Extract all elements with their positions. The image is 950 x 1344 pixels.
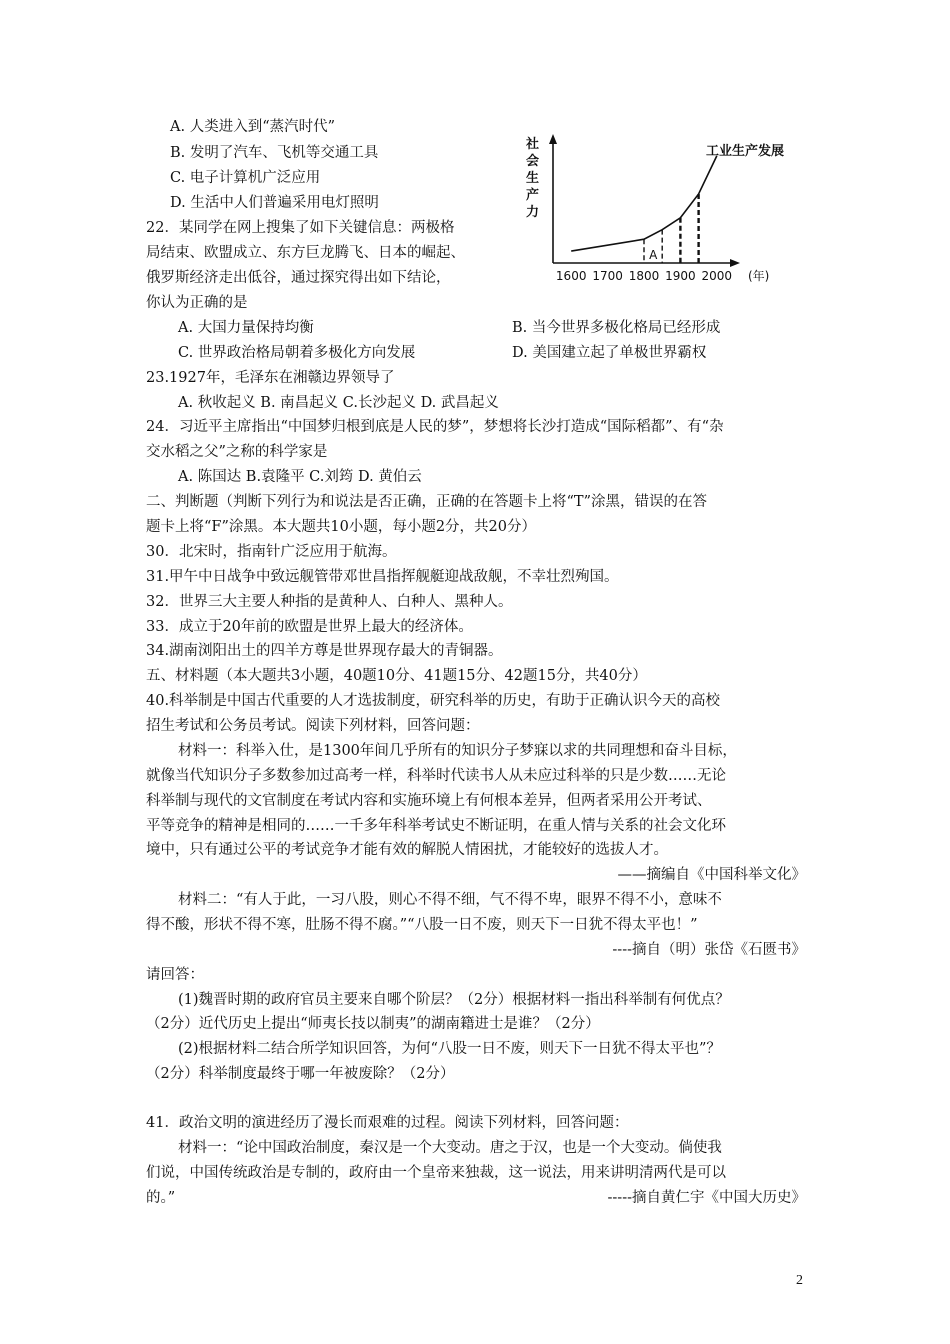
section2-heading: 二、判断题（判断下列行为和说法是否正确，正确的在答题卡上将“T”涂黑，错误的在答 [146, 494, 707, 510]
q22-option-d: D. 美国建立起了单极世界霸权 [512, 345, 707, 361]
x-tick-label: 1900 [665, 269, 696, 283]
q40-subquestion-line: (2)根据材料二结合所学知识回答，为何“八股一日不废，则天下一日犹不得太平也”？ [178, 1041, 721, 1057]
q40-material1-line: 平等竞争的精神是相同的……一千多年科举考试史不断证明，在重人情与关系的社会文化环 [146, 818, 726, 834]
q21-option-c: C. 电子计算机广泛应用 [170, 170, 321, 186]
q41-material1-line: 材料一：“论中国政治制度，秦汉是一个大变动。唐之于汉，也是一个大变动。倘使我 [178, 1140, 722, 1156]
q22-stem-line: 局结束、欧盟成立、东方巨龙腾飞、日本的崛起、 [146, 245, 465, 261]
q40-material1-source: ——摘编自《中国科举文化》 [617, 867, 806, 883]
chart-ylabel: 社会生产力 [526, 137, 540, 220]
q40-intro-line: 招生考试和公务员考试。阅读下列材料，回答问题： [146, 718, 480, 734]
section2-heading: 题卡上将“F”涂黑。本大题共10小题，每小题2分，共20分） [146, 519, 537, 535]
q22-option-b: B. 当今世界多极化格局已经形成 [512, 320, 721, 336]
q41-material1-line: 们说，中国传统政治是专制的，政府由一个皇帝来独裁，这一说法，用来讲明清两代是可以 [146, 1165, 726, 1181]
q40-subquestion-line: (1)魏晋时期的政府官员主要来自哪个阶层？（2分）根据材料一指出科举制有何优点？ [178, 992, 730, 1008]
q40-material1-line: 科举制与现代的文官制度在考试内容和实施环境上有何根本差异，但两者采用公开考试、 [146, 793, 712, 809]
y-axis-arrow [549, 134, 557, 144]
x-tick-label: 1600 [555, 269, 587, 283]
chart-title: 工业生产发展 [706, 144, 785, 159]
q21-option-b: B. 发明了汽车、飞机等交通工具 [170, 145, 379, 161]
x-axis-unit-label: (年) [748, 269, 770, 283]
q40-material1-line: 材料一：科举入仕，是1300年间几乎所有的知识分子梦寐以求的共同理想和奋斗目标， [178, 743, 737, 759]
q40-material2-source: ----摘自（明）张岱《石匮书》 [612, 942, 806, 958]
x-tick-label: 2000 [701, 269, 733, 283]
q21-option-a: A. 人类进入到“蒸汽时代” [170, 119, 336, 135]
q21-option-d: D. 生活中人们普遍采用电灯照明 [170, 195, 379, 211]
q22-option-a: A. 大国力量保持均衡 [178, 320, 314, 336]
marker-a-label: A [649, 248, 658, 262]
q23-options: A. 秋收起义 B. 南昌起义 C.长沙起义 D. 武昌起义 [178, 395, 499, 411]
page-number: 2 [796, 1273, 803, 1288]
q24-options: A. 陈国达 B.袁隆平 C.刘筠 D. 黄伯云 [178, 469, 422, 485]
q23-stem: 23.1927年，毛泽东在湘赣边界领导了 [146, 370, 395, 386]
judgment-item: 30．北宋时，指南针广泛应用于航海。 [146, 544, 397, 560]
q40-intro-line: 40.科举制是中国古代重要的人才选拔制度，研究科举的历史，有助于正确认识今天的高校 [146, 693, 721, 709]
q22-stem-line: 你认为正确的是 [146, 295, 248, 311]
x-tick-label: 1800 [628, 269, 660, 283]
q22-stem-line: 俄罗斯经济走出低谷，通过探究得出如下结论， [146, 270, 451, 286]
q41-material1-source: -----摘自黄仁宇《中国大历史》 [607, 1190, 806, 1206]
q24-stem-line: 24．习近平主席指出“中国梦归根到底是人民的梦”，梦想将长沙打造成“国际稻都”、有“杂 [146, 419, 724, 435]
judgment-item: 33．成立于20年前的欧盟是世界上最大的经济体。 [146, 619, 473, 635]
q40-subquestion-line: （2分）近代历史上提出“师夷长技以制夷”的湖南籍进士是谁？（2分） [146, 1016, 600, 1032]
section5-heading: 五、材料题（本大题共3小题，40题10分、41题15分、42题15分，共40分） [146, 668, 647, 684]
x-axis-arrow [730, 259, 740, 267]
q40-material1-line: 就像当代知识分子多数参加过高考一样，科举时代读书人从未应过科举的只是少数……无论 [146, 768, 726, 784]
q40-material1-line: 境中，只有通过公平的考试竞争才能有效的解脱人情困扰，才能较好的选拔人才。 [146, 842, 668, 858]
q40-material2-line: 材料二：“有人于此，一习八股，则心不得不细，气不得不卑，眼界不得不小，意味不 [178, 892, 722, 908]
q40-ask: 请回答： [146, 967, 204, 983]
q22-option-c: C. 世界政治格局朝着多极化方向发展 [178, 345, 416, 361]
q40-material2-line: 得不酸，形状不得不寒，肚肠不得不腐。”“八股一日不废，则天下一日犹不得太平也！” [146, 917, 698, 933]
q41-intro: 41．政治文明的演进经历了漫长而艰难的过程。阅读下列材料，回答问题： [146, 1115, 629, 1131]
judgment-item: 32．世界三大主要人种指的是黄种人、白种人、黑种人。 [146, 594, 513, 610]
judgment-item: 31.甲午中日战争中致远舰管带邓世昌指挥舰艇迎战敌舰，不幸壮烈殉国。 [146, 569, 619, 585]
x-tick-label: 1700 [592, 269, 623, 283]
q22-stem-line: 22．某同学在网上搜集了如下关键信息：两极格 [146, 220, 455, 236]
judgment-item: 34.湖南浏阳出土的四羊方尊是世界现存最大的青铜器。 [146, 643, 503, 659]
q24-stem-line: 交水稻之父”之称的科学家是 [146, 444, 328, 460]
series-line [571, 156, 717, 251]
productivity-chart [520, 130, 800, 290]
q40-subquestion-line: （2分）科举制度最终于哪一年被废除？（2分） [146, 1066, 455, 1082]
q41-material1-line: 的。” [146, 1190, 176, 1206]
